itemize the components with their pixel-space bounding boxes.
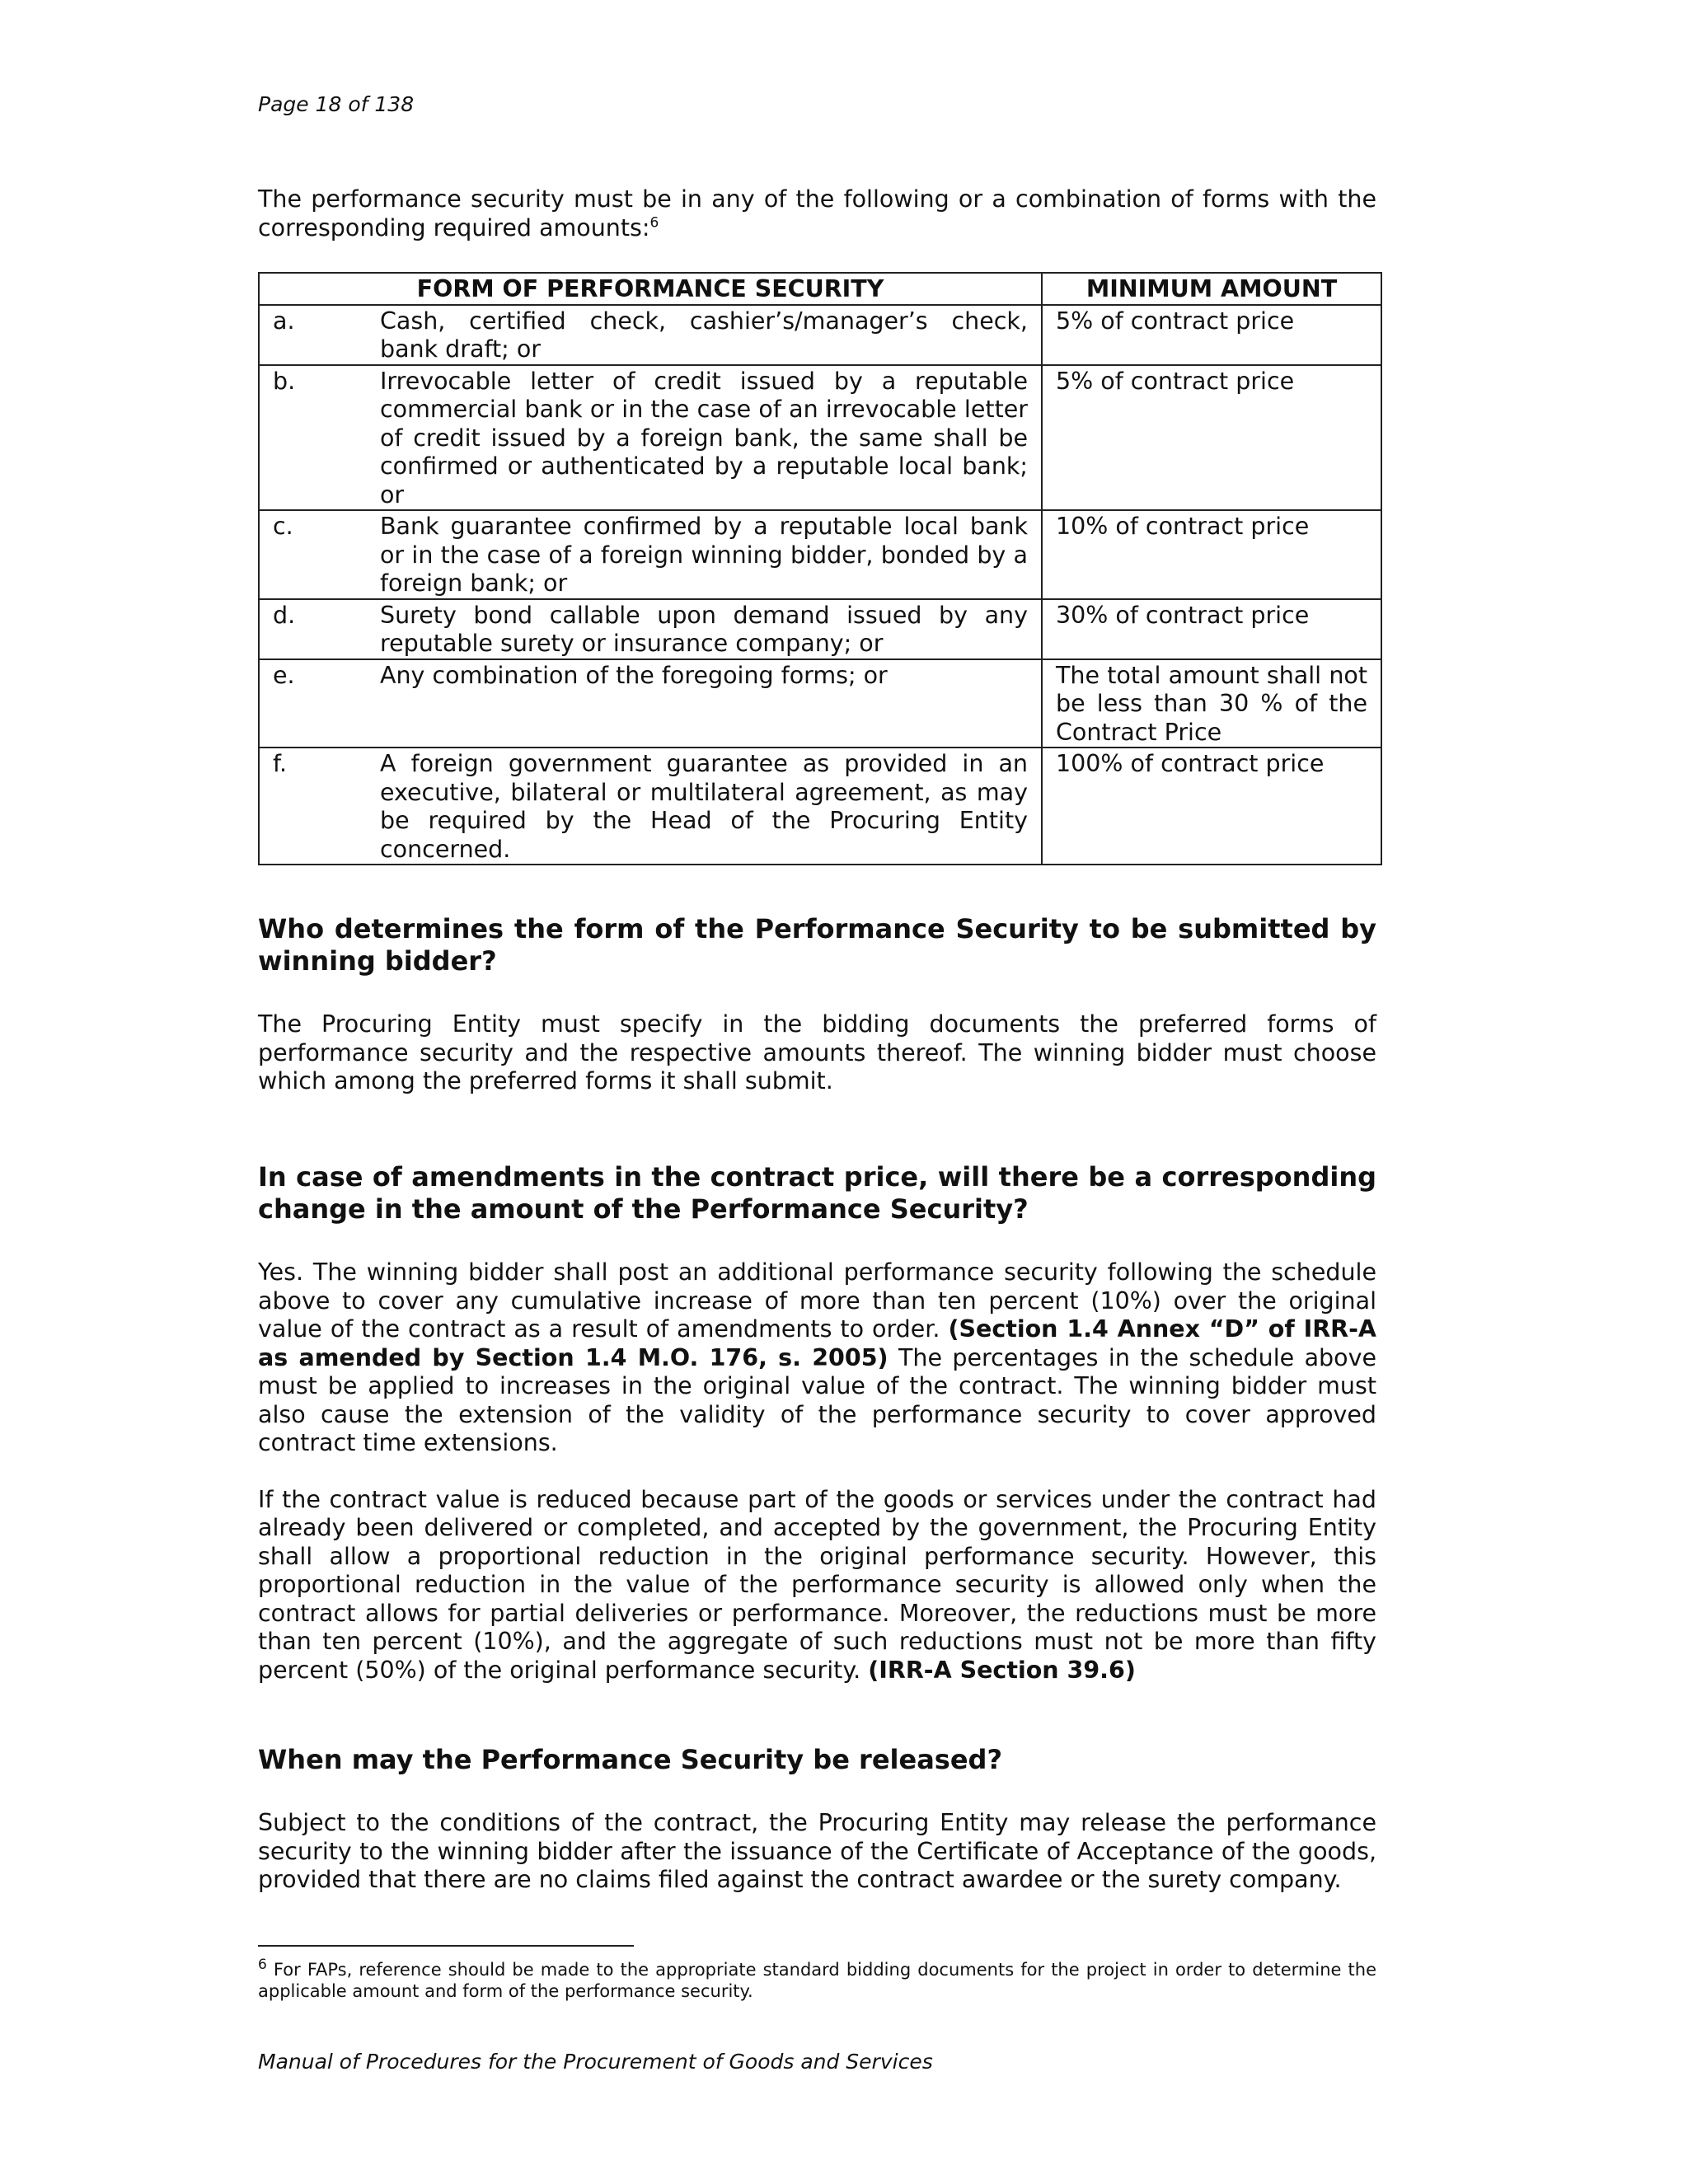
- amount-cell: 5% of contract price: [1042, 365, 1381, 511]
- table-row: [259, 659, 1381, 748]
- form-cell: [259, 599, 1042, 659]
- row-letter: b.: [273, 367, 296, 395]
- form-text: Surety bond callable upon demand issued by any reputable surety or insurance company; or: [380, 601, 1028, 657]
- form-text: Cash, certified check, cashier’s/manager’s check, bank draft; or: [380, 307, 1028, 363]
- form-text: A foreign government guarantee as provided in an executive, bilateral or multilateral agreement, as may be required by the Head of the Procuring Entity concerned.: [380, 750, 1028, 863]
- row-letter: e.: [273, 661, 295, 689]
- page-number-header: Page 18 of 138: [258, 92, 415, 116]
- form-text: Irrevocable letter of credit issued by a reputable commercial bank or in the case of an irrevocable letter of credit issued by a foreign bank, the same shall be confirmed or authenticated by a reputable local bank; or: [380, 367, 1028, 509]
- amount-cell: 5% of contract price: [1042, 305, 1381, 365]
- footnote-divider: [258, 1945, 634, 1947]
- table-row: [259, 510, 1381, 599]
- section-heading: When may the Performance Security be released?: [258, 1744, 1002, 1775]
- row-letter: d.: [273, 601, 296, 629]
- page-footer: Manual of Procedures for the Procurement of Goods and Services: [258, 2050, 933, 2074]
- amendments-paragraph-1: [258, 1258, 1376, 1458]
- form-cell: [259, 305, 1042, 365]
- footnote-number: 6: [258, 1957, 267, 1973]
- form-text: Bank guarantee confirmed by a reputable local bank or in the case of a foreign winning bidder, bonded by a foreign bank; or: [380, 513, 1028, 597]
- section-answer: The Procuring Entity must specify in the bidding documents the preferred forms of performance security and the respective amounts thereof. The winning bidder must choose which among the preferred forms it shall submit.: [258, 1010, 1376, 1094]
- form-cell: [259, 510, 1042, 599]
- paragraph-text: Yes. The winning bidder shall post an additional performance security following the schedule above to cover any cumulative increase of more than ten percent (10%) over the original value of the contract as a result of amendments to order.: [258, 1258, 1376, 1343]
- section-heading: In case of amendments in the contract price, will there be a corresponding change in the amount of the Performance Security?: [258, 1161, 1376, 1225]
- form-cell: [259, 659, 1042, 748]
- form-text: Any combination of the foregoing forms; or: [380, 661, 888, 689]
- table-row: [259, 305, 1381, 365]
- table-header-row: [259, 273, 1381, 305]
- footnote-text: For FAPs, reference should be made to the appropriate standard bidding documents for the project in order to determine the applicable amount and form of the performance security.: [258, 1960, 1376, 2001]
- intro-text: The performance security must be in any of the following or a combination of forms with the corresponding required amounts:: [258, 185, 1376, 241]
- row-letter: f.: [273, 750, 288, 777]
- table-row: [259, 365, 1381, 511]
- performance-security-table: [258, 272, 1382, 865]
- amendments-paragraph-2: [258, 1486, 1376, 1685]
- column-header-amount: MINIMUM AMOUNT: [1042, 273, 1381, 305]
- footnote-reference: 6: [649, 214, 659, 231]
- form-cell: [259, 365, 1042, 511]
- form-cell: [259, 748, 1042, 865]
- table-row: [259, 599, 1381, 659]
- row-letter: a.: [273, 307, 295, 335]
- section-amendments: [258, 1161, 1376, 1685]
- section-heading: Who determines the form of the Performance Security to be submitted by winning bidder?: [258, 913, 1376, 977]
- section-who-determines: [258, 913, 1376, 1096]
- table-row: [259, 748, 1381, 865]
- footnote: [258, 1959, 1376, 2002]
- legal-reference: (Section 1.4 Annex “D” of IRR-A as amended by Section 1.4 M.O. 176, s. 2005): [258, 1315, 1376, 1371]
- paragraph-text: The percentages in the schedule above must be applied to increases in the original value of the contract. The winning bidder must also cause the extension of the validity of the performance security to cover approved contract time extensions.: [258, 1343, 1376, 1456]
- amount-cell: 30% of contract price: [1042, 599, 1381, 659]
- column-header-form: FORM OF PERFORMANCE SECURITY: [259, 273, 1042, 305]
- amount-cell: 100% of contract price: [1042, 748, 1381, 865]
- amount-cell: 10% of contract price: [1042, 510, 1381, 599]
- section-answer: Subject to the conditions of the contract, the Procuring Entity may release the performance security to the winning bidder after the issuance of the Certificate of Acceptance of the goods, provided that there are no claims filed against the contract awardee or the surety company.: [258, 1809, 1376, 1893]
- intro-paragraph-block: [258, 185, 1376, 242]
- paragraph-text: If the contract value is reduced because part of the goods or services under the contract had already been delivered or completed, and accepted by the government, the Procuring Entity shall allow a proportional reduction in the original performance security. However, this proportional reduction in the value of the performance security is allowed only when the contract allows for partial deliveries or performance. Moreover, the reductions must be more than ten percent (10%), and the aggregate of such reductions must not be more than fifty percent (50%) of the original performance security.: [258, 1485, 1376, 1684]
- legal-reference: (IRR-A Section 39.6): [868, 1656, 1136, 1684]
- section-release: [258, 1744, 1376, 1895]
- amount-cell: The total amount shall not be less than 30 % of the Contract Price: [1042, 659, 1381, 748]
- row-letter: c.: [273, 513, 293, 540]
- intro-paragraph: [258, 185, 1376, 242]
